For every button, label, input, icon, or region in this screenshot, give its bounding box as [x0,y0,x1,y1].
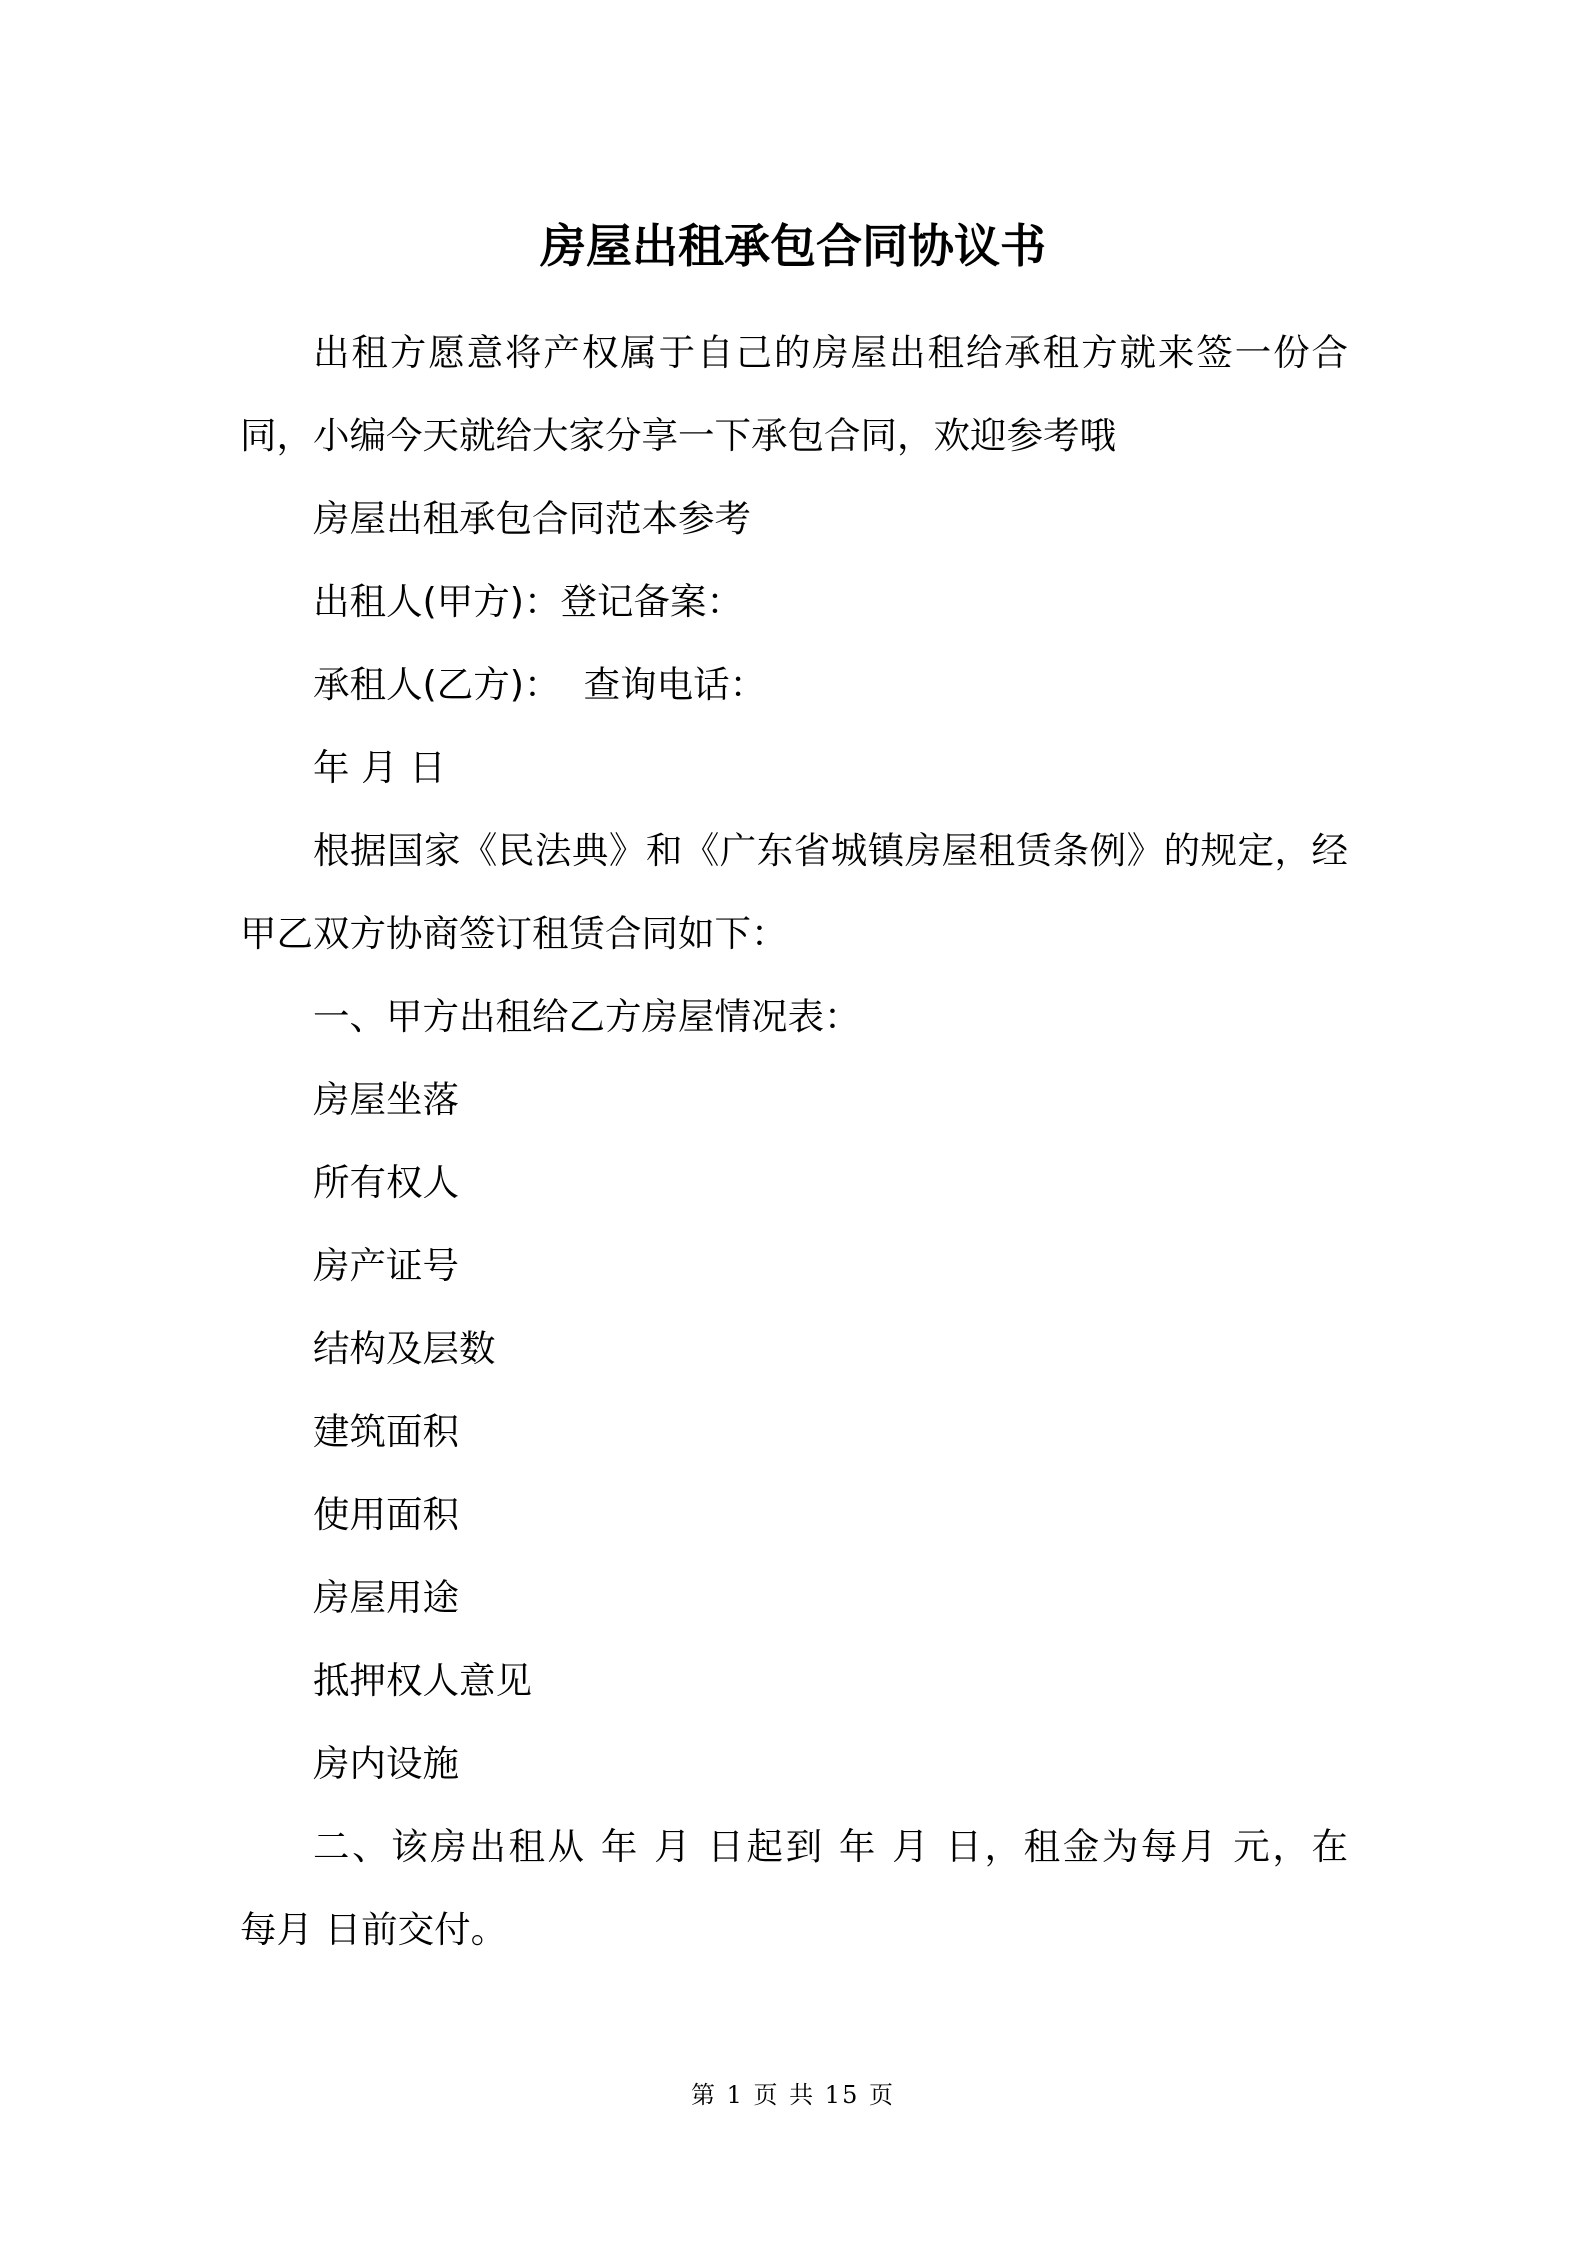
property-field-usable-area [240,1473,1348,1556]
property-field-owner [240,1141,1348,1224]
section-2-paragraph [240,1805,1348,1971]
paragraph-line: 出租人(甲方)：登记备案： [313,580,743,623]
paragraph-line: 一、甲方出租给乙方房屋情况表： [313,995,861,1038]
template-heading [240,477,1348,560]
date-line [240,726,1348,809]
paragraph-line: 所有权人 [313,1161,459,1204]
paragraph-line: 承租人(乙方)： 查询电话： [313,663,767,706]
legal-basis-paragraph [240,809,1348,975]
paragraph-line: 根据国家《民法典》和《广东省城镇房屋租赁条例》的规定，经 [313,829,1348,872]
paragraph-line: 结构及层数 [313,1327,496,1370]
property-field-usage [240,1556,1348,1639]
document-body [240,311,1348,1971]
paragraph-line: 建筑面积 [313,1410,459,1453]
paragraph-line: 二、该房出租从 年 月 日起到 年 月 日，租金为每月 元，在 [313,1825,1348,1868]
paragraph-line: 房屋用途 [313,1576,459,1619]
property-field-location [240,1058,1348,1141]
paragraph-line: 同，小编今天就给大家分享一下承包合同，欢迎参考哦 [240,414,1116,457]
lessor-line [240,560,1348,643]
paragraph-line: 房产证号 [313,1244,459,1287]
paragraph-line: 房屋坐落 [313,1078,459,1121]
property-field-certificate [240,1224,1348,1307]
document-title: 房屋出租承包合同协议书 [540,219,1046,273]
lessee-line [240,643,1348,726]
paragraph-line: 使用面积 [313,1493,459,1536]
property-field-mortgagee [240,1639,1348,1722]
property-field-facilities [240,1722,1348,1805]
paragraph-line: 出租方愿意将产权属于自己的房屋出租给承租方就来签一份合 [313,331,1348,374]
paragraph-line: 抵押权人意见 [313,1659,532,1702]
paragraph-line: 甲乙双方协商签订租赁合同如下： [240,912,788,955]
section-1-heading [240,975,1348,1058]
paragraph-line: 年 月 日 [313,746,446,789]
paragraph-line: 每月 日前交付。 [240,1908,508,1951]
page-number-footer: 第 1 页 共 15 页 [691,2081,895,2109]
intro-paragraph [240,311,1348,477]
paragraph-line: 房屋出租承包合同范本参考 [313,497,751,540]
property-field-building-area [240,1390,1348,1473]
property-field-structure [240,1307,1348,1390]
paragraph-line: 房内设施 [313,1742,459,1785]
